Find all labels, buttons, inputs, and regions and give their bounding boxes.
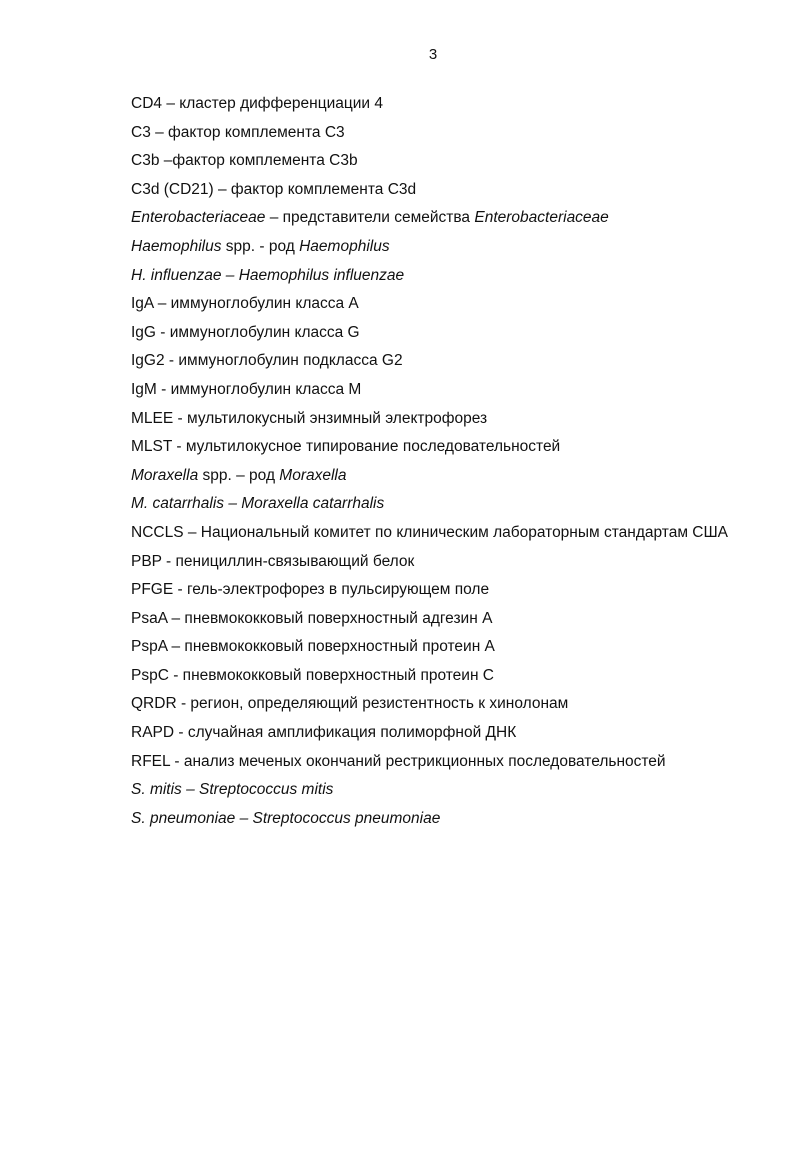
italic-term: M. catarrhalis – Moraxella catarrhalis <box>131 495 385 513</box>
abbreviation-entry <box>131 90 739 119</box>
italic-term: H. influenzae – Haemophilus influenzae <box>131 266 405 284</box>
italic-term: Moraxella <box>131 466 199 484</box>
italic-term: Moraxella <box>279 466 347 484</box>
entry-text: RFEL - анализ меченых окончаний рестрикционных последовательностей <box>131 752 666 770</box>
abbreviation-entry <box>131 433 739 462</box>
abbreviation-entry <box>131 262 739 291</box>
italic-term: Enterobacteriaceae <box>474 209 609 227</box>
entry-text: spp. - род <box>221 237 300 255</box>
entry-text: PspC - пневмококковый поверхностный протеин C <box>131 666 495 684</box>
abbreviation-entry <box>131 319 739 348</box>
entry-text: IgG2 - иммуноглобулин подкласса G2 <box>131 352 403 370</box>
abbreviation-entry <box>131 548 739 577</box>
abbreviation-entry <box>131 633 739 662</box>
abbreviation-entry <box>131 490 739 519</box>
abbreviation-entry <box>131 119 739 148</box>
abbreviation-entry <box>131 233 739 262</box>
page-number: 3 <box>428 46 438 63</box>
italic-term: Enterobacteriaceae <box>131 209 266 227</box>
entry-text: PFGE - гель-электрофорез в пульсирующем поле <box>131 581 490 599</box>
entry-text: MLEE - мультилокусный энзимный электрофорез <box>131 409 488 427</box>
abbreviation-entry <box>131 605 739 634</box>
entry-text: – представители семейства <box>265 209 475 227</box>
entry-text: C3b –фактор комплемента C3b <box>131 152 358 170</box>
abbreviation-entry <box>131 748 739 777</box>
entry-text: PsaA – пневмококковый поверхностный адгезин A <box>131 609 493 627</box>
abbreviation-entry <box>131 462 739 491</box>
abbreviation-entry <box>131 405 739 434</box>
abbreviation-entry <box>131 176 739 205</box>
entry-text: IgG - иммуноглобулин класса G <box>131 323 360 341</box>
entry-text: C3 – фактор комплемента C3 <box>131 123 345 141</box>
entry-text: IgM - иммуноглобулин класса M <box>131 380 362 398</box>
entry-text: RAPD - случайная амплификация полиморфной ДНК <box>131 724 517 742</box>
abbreviation-entry <box>131 662 739 691</box>
entry-text: MLST - мультилокусное типирование последовательностей <box>131 438 561 456</box>
abbreviation-entry <box>131 376 739 405</box>
entry-text: QRDR - регион, определяющий резистентность к хинолонам <box>131 695 569 713</box>
abbreviation-entry <box>131 147 739 176</box>
abbreviation-entry <box>131 347 739 376</box>
abbreviation-entry <box>131 805 739 834</box>
abbreviation-list <box>131 90 739 833</box>
abbreviation-entry <box>131 204 739 233</box>
entry-text: PspA – пневмококковый поверхностный протеин A <box>131 638 495 656</box>
abbreviation-entry <box>131 690 739 719</box>
entry-text: spp. – род <box>198 466 280 484</box>
italic-term: Haemophilus <box>299 237 390 255</box>
italic-term: S. mitis – Streptococcus mitis <box>131 781 334 799</box>
abbreviation-entry <box>131 776 739 805</box>
entry-text: C3d (CD21) – фактор комплемента C3d <box>131 180 417 198</box>
abbreviation-entry <box>131 719 739 748</box>
entry-text: IgA – иммуноглобулин класса A <box>131 295 359 313</box>
entry-text: PBP - пенициллин-связывающий белок <box>131 552 415 570</box>
abbreviation-entry <box>131 576 739 605</box>
italic-term: S. pneumoniae – Streptococcus pneumoniae <box>131 809 441 827</box>
entry-text: NCCLS – Национальный комитет по клиническим лабораторным стандартам США <box>131 523 729 541</box>
abbreviation-entry <box>131 290 739 319</box>
italic-term: Haemophilus <box>131 237 222 255</box>
abbreviation-entry <box>131 519 739 548</box>
entry-text: CD4 – кластер дифференциации 4 <box>131 95 383 112</box>
